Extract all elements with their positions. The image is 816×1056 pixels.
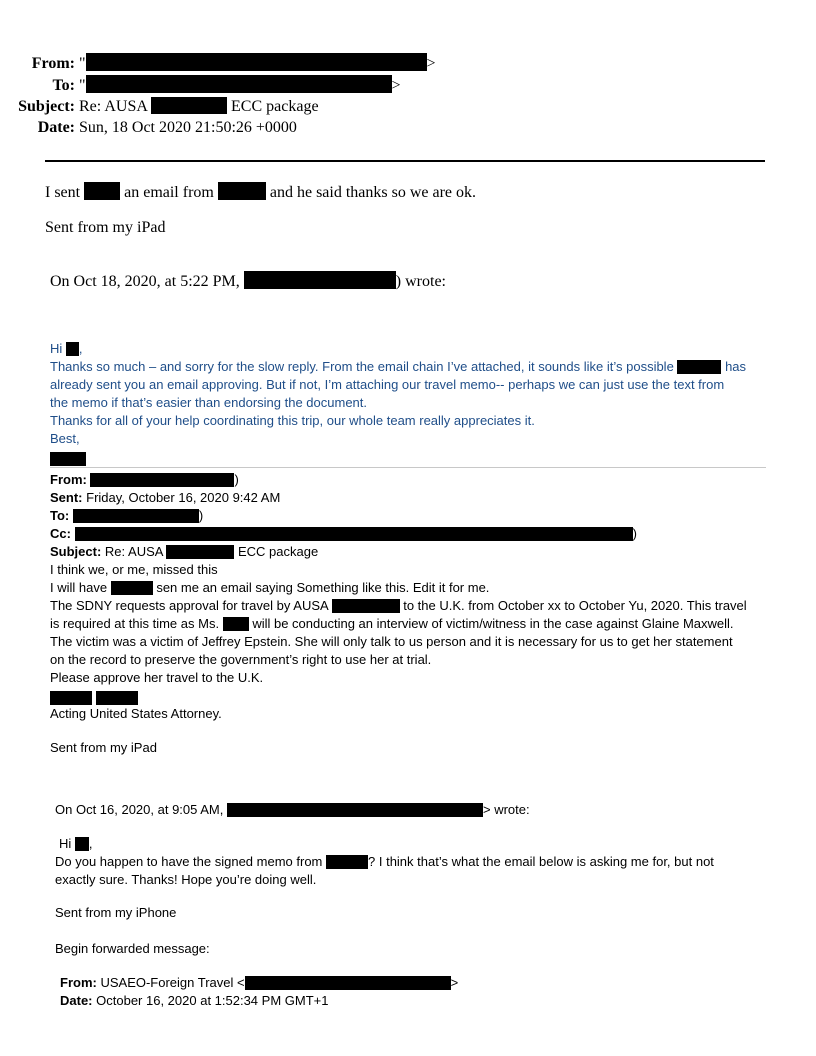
- redaction-box: [218, 182, 266, 200]
- on-line-text: ) wrote:: [395, 273, 446, 290]
- fwd1-body-7: Please approve her travel to the U.K.: [50, 670, 264, 685]
- fwd1-body-1: I think we, or me, missed this: [50, 562, 218, 577]
- fwd3-from-value: USAEO-Foreign Travel <: [100, 975, 245, 990]
- fwd1-sent-row: [50, 490, 280, 505]
- fwd1-to-label: To:: [50, 508, 70, 523]
- header-from-label: From:: [31, 55, 75, 72]
- fwd1-cc-label: Cc:: [50, 526, 71, 541]
- header-subject-label: Subject:: [18, 98, 75, 115]
- header-subject-row: [0, 97, 319, 116]
- body-text: The SDNY requests approval for travel by AUSA: [50, 598, 328, 613]
- fwd1-to-suffix: ): [198, 508, 204, 523]
- fwd2-on-line: [55, 802, 530, 817]
- reply-text: I sent: [45, 184, 81, 201]
- reply-text: and he said thanks so we are ok.: [269, 184, 477, 201]
- fwd2-line-2: exactly sure. Thanks! Hope you’re doing well.: [55, 872, 317, 887]
- redaction-box: [84, 182, 120, 200]
- redaction-box: [50, 452, 86, 466]
- on-line-text: On Oct 16, 2020, at 9:05 AM,: [55, 802, 224, 817]
- header-from-suffix: >: [426, 55, 436, 72]
- fwd1-subject-row: [50, 544, 318, 559]
- reply-text: an email from: [124, 184, 214, 201]
- fwd1-body-5: The victim was a victim of Jeffrey Epstein. She will only talk to us person and it is necessary for us to get her statement: [50, 634, 733, 649]
- redaction-box: [245, 976, 451, 990]
- header-from-row: [0, 53, 436, 73]
- greeting-text: Hi: [59, 836, 72, 851]
- redaction-box: [90, 473, 234, 487]
- fwd1-from-label: From:: [50, 472, 87, 487]
- greeting-text: Hi: [50, 341, 63, 356]
- fwd2-greeting: [59, 836, 93, 851]
- on-line-text: > wrote:: [483, 802, 530, 817]
- fwd1-cc-suffix: ): [632, 526, 637, 541]
- fwd1-body-3: [50, 598, 747, 613]
- fwd1-sent-value: Friday, October 16, 2020 9:42 AM: [86, 490, 281, 505]
- redaction-box: [151, 97, 227, 114]
- blue-line-1: [50, 359, 746, 374]
- header-subject-pre: Re: AUSA: [79, 98, 148, 115]
- body-text: I will have: [50, 580, 108, 595]
- reply-line-1: [45, 182, 476, 202]
- header-date-row: [0, 119, 297, 137]
- fwd1-sent-from: Sent from my iPad: [50, 740, 157, 755]
- fwd1-subject-label: Subject:: [50, 544, 102, 559]
- body-text: to the U.K. from October xx to October Yu, 2020. This travel: [403, 598, 747, 613]
- fwd1-to-row: [50, 508, 203, 523]
- redaction-box: [96, 691, 138, 705]
- reply-sent-from: Sent from my iPad: [45, 219, 166, 236]
- blue-text: has: [725, 359, 747, 374]
- blue-signature: [50, 450, 86, 468]
- fwd1-sent-label: Sent:: [50, 490, 83, 505]
- body-text: Do you happen to have the signed memo from: [55, 854, 323, 869]
- fwd1-title: Acting United States Attorney.: [50, 706, 222, 721]
- redaction-box: [677, 360, 721, 374]
- redaction-box: [73, 509, 199, 523]
- redaction-box: [86, 75, 392, 93]
- fwd1-body-2: [50, 580, 489, 595]
- redaction-box: [50, 691, 92, 705]
- fwd2-line-1: [55, 854, 714, 869]
- on-line-text: On Oct 18, 2020, at 5:22 PM,: [50, 273, 240, 290]
- blue-line-2: already sent you an email approving. But if not, I’m attaching our travel memo-- perhaps we can just use the text from: [50, 377, 725, 392]
- redaction-box: [86, 53, 427, 71]
- redaction-box: [227, 803, 483, 817]
- fwd3-date-label: Date:: [60, 993, 93, 1008]
- redaction-box: [332, 599, 400, 613]
- header-from-prefix: ": [79, 55, 86, 72]
- fwd1-from-suffix: ): [234, 472, 239, 487]
- fwd3-from-label: From:: [60, 975, 97, 990]
- header-divider: [45, 160, 765, 162]
- reply-on-line: [50, 271, 446, 291]
- header-subject-post: ECC package: [231, 98, 319, 115]
- fwd1-body-4: [50, 616, 734, 631]
- redaction-box: [75, 527, 633, 541]
- header-date-label: Date:: [37, 119, 75, 136]
- fwd3-date-row: [60, 993, 328, 1008]
- blue-text: Thanks so much – and sorry for the slow reply. From the email chain I’ve attached, it sounds like it’s possible: [50, 359, 674, 374]
- redaction-box: [66, 342, 79, 356]
- blue-greeting: [50, 341, 83, 356]
- fwd1-body-6: on the record to preserve the government’s right to use her at trial.: [50, 652, 432, 667]
- blue-line-4: Thanks for all of your help coordinating this trip, our whole team really appreciates it.: [50, 413, 535, 428]
- header-to-label: To:: [52, 77, 75, 94]
- fwd1-signature: [50, 689, 138, 707]
- fwd1-from-row: [50, 472, 239, 487]
- redaction-box: [75, 837, 89, 851]
- blue-line-3: the memo if that’s easier than endorsing the document.: [50, 395, 368, 410]
- fwd1-subject-post: ECC package: [237, 544, 319, 559]
- fwd1-cc-row: [50, 526, 637, 541]
- header-to-prefix: ": [79, 77, 86, 94]
- redaction-box: [166, 545, 234, 559]
- redaction-box: [244, 271, 396, 289]
- greeting-comma: ,: [88, 836, 93, 851]
- header-date-value: Sun, 18 Oct 2020 21:50:26 +0000: [79, 119, 297, 136]
- body-text: sen me an email saying Something like this. Edit it for me.: [156, 580, 490, 595]
- header-to-row: [0, 75, 401, 95]
- redaction-box: [223, 617, 249, 631]
- body-text: is required at this time as Ms.: [50, 616, 220, 631]
- body-text: will be conducting an interview of victim/witness in the case against Glaine Maxwell.: [252, 616, 734, 631]
- fwd3-from-suffix: >: [450, 975, 459, 990]
- fwd2-begin-forwarded: Begin forwarded message:: [55, 941, 210, 956]
- body-text: ? I think that’s what the email below is asking me for, but not: [368, 854, 714, 869]
- header-to-suffix: >: [391, 77, 401, 94]
- fwd3-date-value: October 16, 2020 at 1:52:34 PM GMT+1: [96, 993, 329, 1008]
- blue-line-5: Best,: [50, 431, 80, 446]
- fwd3-from-row: [60, 975, 458, 990]
- redaction-box: [111, 581, 153, 595]
- fwd1-subject-pre: Re: AUSA: [104, 544, 163, 559]
- quote-divider: [50, 467, 766, 468]
- greeting-comma: ,: [78, 341, 83, 356]
- fwd2-sent-from: Sent from my iPhone: [55, 905, 177, 920]
- redaction-box: [326, 855, 368, 869]
